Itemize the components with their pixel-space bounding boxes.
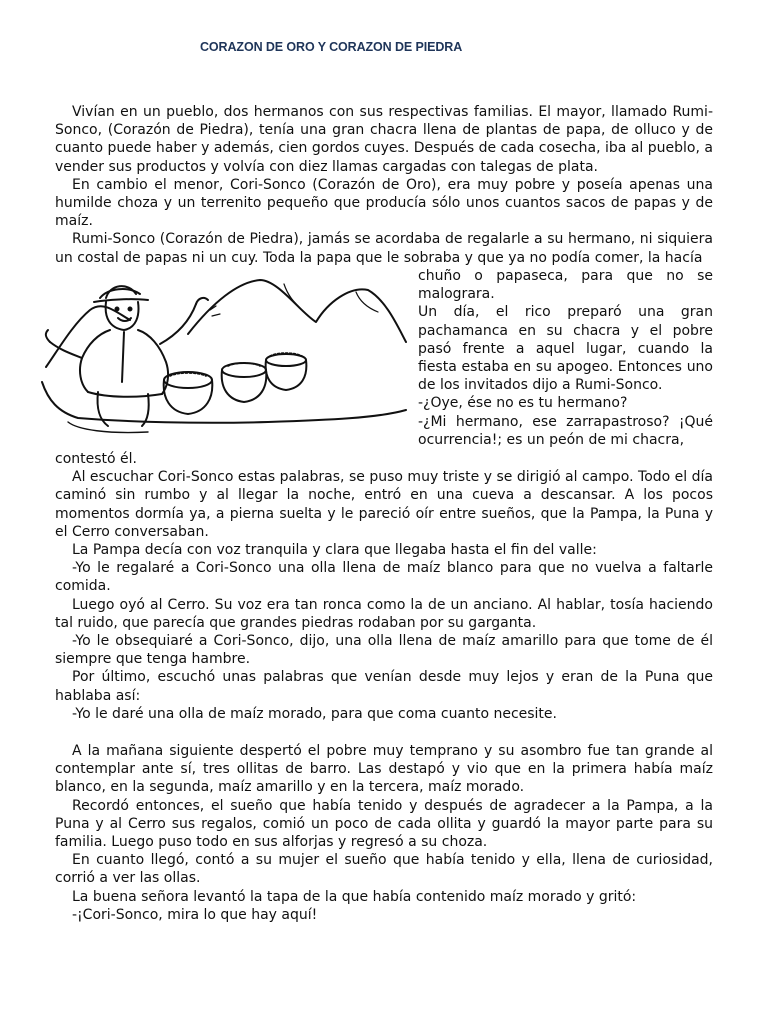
paragraph: Rumi-Sonco (Corazón de Piedra), jamás se acordaba de regalarle a su hermano, ni siquiera un costal de papas ni un cuy. Toda la papa que le sobraba y que ya no podía comer, la hacía bbox=[55, 231, 713, 266]
story-text bbox=[55, 450, 713, 723]
paragraph: Luego oyó al Cerro. Su voz era tan ronca como la de un anciano. Al hablar, tosía haciendo tal ruido, que parecía que grandes piedras rodaban por su garganta. bbox=[55, 596, 713, 631]
paragraph: -Yo le obsequiaré a Cori-Sonco, dijo, una olla llena de maíz amarillo para que tome de él siempre que tenga hambre. bbox=[55, 633, 713, 668]
paragraph: En cuanto llegó, contó a su mujer el sueño que había tenido y ella, llena de curiosidad, corrió a ver las ollas. bbox=[55, 852, 713, 887]
paragraph: Vivían en un pueblo, dos hermanos con sus respectivas familias. El mayor, llamado Rumi-Sonco, (Corazón de Piedra), tenía una gran chacra llena de plantas de papa, de olluco y de cuanto puede haber y además, cien gordos cuyes. Después de cada cosecha, iba al pueblo, a vender sus productos y volvía con diez llamas cargadas con talegas de plata. bbox=[55, 104, 713, 175]
paragraph: -Yo le regalaré a Cori-Sonco una olla llena de maíz blanco para que no vuelva a faltarle comida. bbox=[55, 560, 713, 595]
ending-text bbox=[55, 742, 713, 924]
paragraph: -¿Oye, ése no es tu hermano? bbox=[418, 395, 628, 412]
paragraph: Recordó entonces, el sueño que había tenido y después de agradecer a la Pampa, a la Puna y al Cerro sus regalos, comió un poco de cada ollita y guardó la mayor parte para su familia. Luego puso todo en sus alforjas y regresó a su choza. bbox=[55, 797, 713, 851]
paragraph: contestó él. bbox=[55, 451, 137, 467]
paragraph: -¿Mi hermano, ese zarrapastroso? ¡Qué ocurrencia!; es un peón de mi chacra, bbox=[418, 413, 713, 448]
paragraph: -Yo le daré una olla de maíz morado, para que coma cuanto necesite. bbox=[72, 705, 557, 722]
page-title: CORAZON DE ORO Y CORAZON DE PIEDRA bbox=[200, 40, 463, 54]
paragraph: En cambio el menor, Cori-Sonco (Corazón de Oro), era muy pobre y poseía apenas una humilde choza y un terrenito pequeño que producía sólo unos cuantos sacos de papas y de maíz. bbox=[55, 176, 713, 230]
wrapped-text bbox=[418, 267, 713, 449]
paragraph: Un día, el rico preparó una gran pachamanca en su chacra y el pobre pasó frente a aquel lugar, cuando la fiesta estaba en su apogeo. Entonces uno de los invitados dijo a Rumi-Sonco. bbox=[418, 304, 713, 394]
paragraph: La Pampa decía con voz tranquila y clara que llegaba hasta el fin del valle: bbox=[72, 542, 597, 559]
paragraph: A la mañana siguiente despertó el pobre muy temprano y su asombro fue tan grande al contemplar ante sí, tres ollitas de barro. Las destapó y vio que en la primera había maíz blanco, en la segunda, maíz amarillo y en la tercera, maíz morado. bbox=[55, 743, 713, 796]
paragraph: La buena señora levantó la tapa de la que había contenido maíz morado y gritó: bbox=[72, 888, 637, 905]
intro-text bbox=[55, 103, 713, 267]
illustration-farmer-with-pots bbox=[38, 272, 410, 440]
paragraph: Por último, escuchó unas palabras que venían desde muy lejos y eran de la Puna que hablaba así: bbox=[55, 669, 713, 704]
paragraph: -¡Cori-Sonco, mira lo que hay aquí! bbox=[72, 906, 318, 923]
paragraph: Al escuchar Cori-Sonco estas palabras, se puso muy triste y se dirigió al campo. Todo el día caminó sin rumbo y al llegar la noche, entró en una cueva a descansar. A los pocos momentos dormía ya, a pierna suelta y le pareció oír entre sueños, que la Pampa, la Puna y el Cerro conversaban. bbox=[55, 469, 713, 540]
paragraph: chuño o papaseca, para que no se malograra. bbox=[418, 268, 713, 303]
